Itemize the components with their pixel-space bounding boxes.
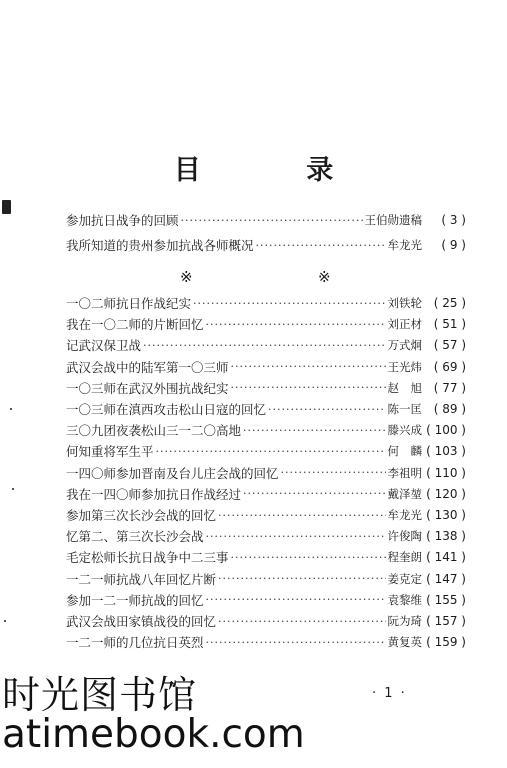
entry-title: 参加一二一师抗战的回忆 <box>66 592 204 608</box>
toc-entry <box>66 334 466 356</box>
separator-mark: ※ <box>180 268 193 286</box>
toc-entry <box>66 209 466 231</box>
dot-leader <box>243 487 385 500</box>
scan-speck <box>4 620 6 622</box>
entry-author: 阮为琦 <box>387 614 422 628</box>
dot-leader <box>218 615 385 628</box>
toc-entry <box>66 525 466 547</box>
toc-entry <box>66 440 466 462</box>
entry-title: 记武汉保卫战 <box>66 338 142 354</box>
entry-title: 武汉会战田家镇战役的回忆 <box>66 614 217 629</box>
entry-author: 刘正材 <box>387 317 422 332</box>
dot-leader <box>181 214 363 227</box>
separator-mark: ※ <box>318 268 331 286</box>
dot-leader <box>281 466 386 479</box>
entry-title: 一二一师抗战八年回忆片断 <box>66 571 217 587</box>
entry-author: 万式炯 <box>387 338 422 353</box>
entry-page: ( 147 ) <box>426 571 466 586</box>
toc-entry <box>66 610 466 632</box>
dot-leader <box>206 318 386 331</box>
entry-page: ( 120 ) <box>426 486 466 501</box>
entry-author: 袁黎维 <box>387 592 422 607</box>
entry-author: 滕兴成 <box>387 423 422 438</box>
entry-author: 刘铁轮 <box>387 296 422 310</box>
entry-title: 一〇三师在滇西攻击松山日寇的回忆 <box>66 402 267 417</box>
watermark-chinese: 时光图书馆 <box>2 673 198 717</box>
entry-title: 一四〇师参加晋南及台儿庄会战的回忆 <box>66 465 279 481</box>
entry-page: ( 155 ) <box>426 592 466 607</box>
dot-leader <box>156 445 386 458</box>
entry-title: 我所知道的贵州参加抗战各师概况 <box>66 238 254 253</box>
dot-leader <box>231 360 386 373</box>
entry-page: ( 57 ) <box>433 338 466 353</box>
dot-leader <box>218 509 385 522</box>
entry-page: ( 69 ) <box>433 359 466 374</box>
entry-title: 毛定松师长抗日战争中二三事 <box>66 550 229 566</box>
entry-author: 许俊陶 <box>387 529 422 544</box>
entry-page: ( 100 ) <box>426 423 466 438</box>
toc-entry <box>66 356 466 378</box>
entry-author: 陈一匡 <box>387 402 422 416</box>
dot-leader <box>206 636 386 649</box>
entry-title: 三〇九团夜袭松山三一二〇高地 <box>66 423 242 439</box>
toc-entry <box>66 504 466 526</box>
entry-page: ( 103 ) <box>426 444 466 459</box>
dot-leader <box>243 424 385 437</box>
entry-title: 一〇三师在武汉外围抗战纪实 <box>66 380 229 396</box>
entry-title: 我在一〇二师的片断回忆 <box>66 317 204 333</box>
entry-page: ( 25 ) <box>433 296 466 310</box>
entry-page: ( 138 ) <box>426 529 466 544</box>
toc-entry <box>66 419 466 441</box>
toc-entry <box>66 398 466 420</box>
toc-entry <box>66 589 466 611</box>
entry-title: 我在一四〇师参加抗日作战经过 <box>66 486 242 502</box>
dot-leader <box>193 297 385 310</box>
section-separator <box>0 268 507 288</box>
toc-entry <box>66 292 466 314</box>
entry-author: 姜克定 <box>387 571 422 586</box>
dot-leader <box>231 551 386 564</box>
entry-page: ( 130 ) <box>426 508 466 522</box>
dot-leader <box>206 530 386 543</box>
entry-page: ( 9 ) <box>441 238 466 252</box>
entry-title: 参加抗日战争的回顾 <box>66 213 179 228</box>
entry-page: ( 110 ) <box>426 465 466 480</box>
entry-author: 王伯勋遗稿 <box>364 213 422 227</box>
toc-entry <box>66 631 466 653</box>
dot-leader <box>206 593 386 606</box>
toc-entry <box>66 313 466 335</box>
entry-author: 王光炜 <box>387 359 422 374</box>
entry-page: ( 159 ) <box>426 635 466 650</box>
toc-entry <box>66 462 466 484</box>
dot-leader <box>231 381 386 394</box>
scan-speck <box>10 408 12 410</box>
entry-author: 赵 旭 <box>387 380 422 395</box>
scan-speck <box>2 200 11 214</box>
toc-entry <box>66 377 466 399</box>
toc-entry <box>66 568 466 590</box>
entry-title: 何知重将军生平 <box>66 444 154 460</box>
entry-author: 李祖明 <box>387 465 422 480</box>
page-title: 目 录 <box>173 155 382 186</box>
entry-title: 武汉会战中的陆军第一〇三师 <box>66 359 229 375</box>
page-number: · 1 · <box>372 686 407 701</box>
entry-author: 牟龙光 <box>387 238 422 252</box>
entry-title: 一〇二师抗日作战纪实 <box>66 296 192 311</box>
entry-page: ( 77 ) <box>433 380 466 395</box>
entry-author: 何 麟 <box>387 444 422 459</box>
toc-entry <box>66 234 466 256</box>
entry-page: ( 141 ) <box>426 550 466 565</box>
scan-speck <box>12 488 14 490</box>
entry-author: 戴泽堃 <box>387 486 422 501</box>
toc-entry <box>66 483 466 505</box>
dot-leader <box>143 339 385 352</box>
toc-entry <box>66 546 466 568</box>
dot-leader <box>218 572 385 585</box>
entry-title: 忆第二、第三次长沙会战 <box>66 529 204 545</box>
entry-author: 程奎朗 <box>387 550 422 565</box>
entry-title: 一二一师的几位抗日英烈 <box>66 635 204 651</box>
entry-author: 黄复英 <box>387 635 422 650</box>
entry-page: ( 51 ) <box>433 317 466 332</box>
dot-leader <box>256 239 386 252</box>
dot-leader <box>268 403 385 416</box>
entry-page: ( 89 ) <box>433 402 466 416</box>
entry-title: 参加第三次长沙会战的回忆 <box>66 508 217 523</box>
entry-page: ( 3 ) <box>441 213 466 227</box>
entry-author: 牟龙光 <box>387 508 422 522</box>
watermark-url: atimebook.com <box>2 712 305 757</box>
entry-page: ( 157 ) <box>426 614 466 628</box>
